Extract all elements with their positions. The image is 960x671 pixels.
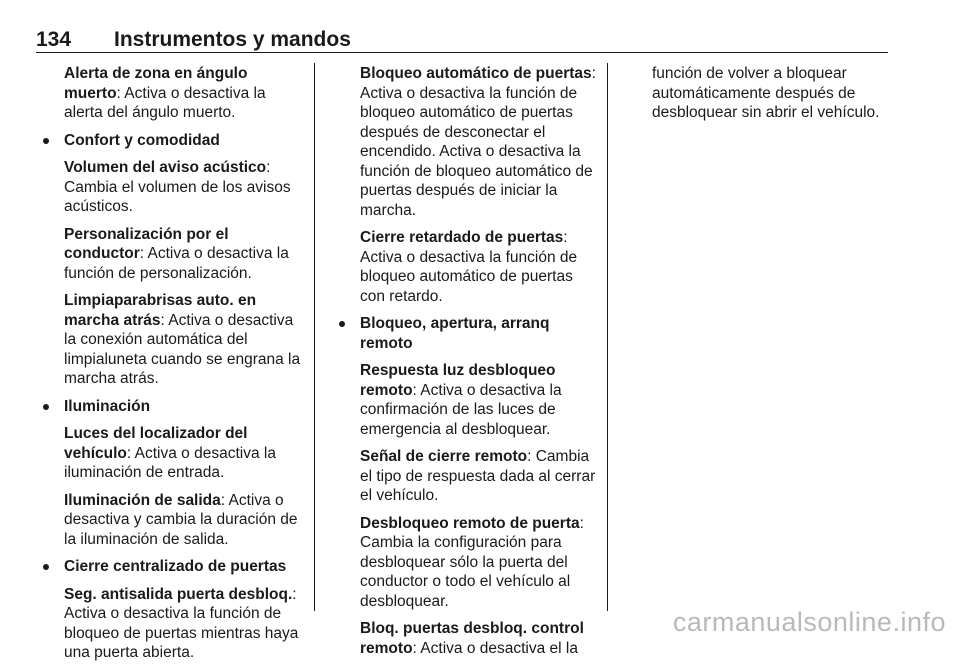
setting-term: Luces del localizador del vehículo xyxy=(64,425,248,462)
setting-description: : Activa o desactiva la función de bloqueo automático de puertas después de desconectar el encendido. Activa o desactiva la función de bloqueo automático de puertas después de iniciar la marcha. xyxy=(360,65,596,219)
setting-entry xyxy=(64,158,302,217)
setting-term: Bloq. puertas desbloq. control remoto xyxy=(360,620,584,657)
text-column-3 xyxy=(630,64,892,131)
column-divider xyxy=(607,63,608,611)
setting-entry xyxy=(64,64,302,123)
setting-description: función de volver a bloquear automáticamente después de desbloquear sin abrir el vehículo. xyxy=(652,65,880,121)
setting-description: : Cambia el tipo de respuesta dada al cerrar el vehículo. xyxy=(360,448,596,504)
setting-term: Alerta de zona en ángulo muerto xyxy=(64,65,248,102)
bullet-dot-icon xyxy=(43,564,49,570)
setting-entry xyxy=(64,424,302,483)
setting-term: Cierre retardado de puertas xyxy=(360,229,564,246)
setting-term: Limpiaparabrisas auto. en marcha atrás xyxy=(64,292,257,329)
setting-entry xyxy=(360,361,598,439)
bullet-heading xyxy=(64,557,302,577)
setting-term: Respuesta luz desbloqueo remoto xyxy=(360,362,556,399)
setting-term: Iluminación de salida xyxy=(64,491,221,509)
setting-entry xyxy=(360,64,598,220)
setting-term: Señal de cierre remoto xyxy=(360,448,528,465)
bullet-heading-text: Iluminación xyxy=(64,397,151,415)
column-divider xyxy=(314,63,315,611)
page-number: 134 xyxy=(36,28,72,51)
page-header xyxy=(36,28,888,53)
bullet-heading xyxy=(64,131,302,151)
text-column-2 xyxy=(336,64,598,666)
setting-description: : Activa o desactiva la confirmación de las luces de emergencia al desbloquear. xyxy=(360,381,562,438)
setting-entry xyxy=(360,514,598,612)
bullet-dot-icon xyxy=(339,321,345,327)
setting-description: : Activa o desactiva la función de personalización. xyxy=(64,245,289,282)
setting-description: : Activa o desactiva la función de bloqueo de puertas mientras haya una puerta abierta. xyxy=(64,585,299,661)
setting-term: Volumen del aviso acústico xyxy=(64,159,267,176)
setting-entry xyxy=(64,491,302,550)
text-column-1 xyxy=(40,64,302,671)
setting-term: Seg. antisalida puerta desbloq. xyxy=(64,585,293,603)
watermark: carmanualsonline.info xyxy=(672,607,946,637)
setting-description: : Cambia el volumen de los avisos acústicos. xyxy=(64,159,291,215)
setting-entry xyxy=(360,447,598,506)
setting-term: Desbloqueo remoto de puerta xyxy=(360,514,580,532)
setting-term: Bloqueo automático de puertas xyxy=(360,65,592,82)
setting-entry xyxy=(64,585,302,663)
setting-description: : Activa o desactiva la alerta del ángulo muerto. xyxy=(64,84,266,121)
setting-description: : Activa o desactiva la función de bloqueo automático de puertas con retardo. xyxy=(360,229,578,305)
bullet-dot-icon xyxy=(43,138,49,144)
setting-description: : Activa o desactiva la iluminación de entrada. xyxy=(64,444,276,481)
bullet-heading-text: Cierre centralizado de puertas xyxy=(64,558,287,575)
bullet-heading-text: Confort y comodidad xyxy=(64,131,220,149)
setting-term: Personalización por el conductor xyxy=(64,225,229,262)
setting-entry xyxy=(360,619,598,658)
setting-entry xyxy=(64,225,302,284)
setting-description: : Activa o desactiva la conexión automática del limpialuneta cuando se engrana la marcha atrás. xyxy=(64,311,301,387)
page-title: Instrumentos y mandos xyxy=(114,28,351,51)
setting-entry xyxy=(64,291,302,389)
bullet-heading-text: Bloqueo, apertura, arranq remoto xyxy=(360,315,550,352)
setting-entry xyxy=(360,228,598,306)
bullet-heading xyxy=(64,397,302,417)
bullet-heading xyxy=(360,314,598,353)
setting-description: : Activa o desactiva el la xyxy=(412,639,578,657)
bullet-dot-icon xyxy=(43,404,49,410)
setting-description: : Cambia la configuración para desbloquear sólo la puerta del conductor o todo el vehículo al desbloquear. xyxy=(360,514,584,610)
setting-entry xyxy=(652,64,892,123)
setting-description: : Activa o desactiva y cambia la duración de la iluminación de salida. xyxy=(64,491,298,548)
